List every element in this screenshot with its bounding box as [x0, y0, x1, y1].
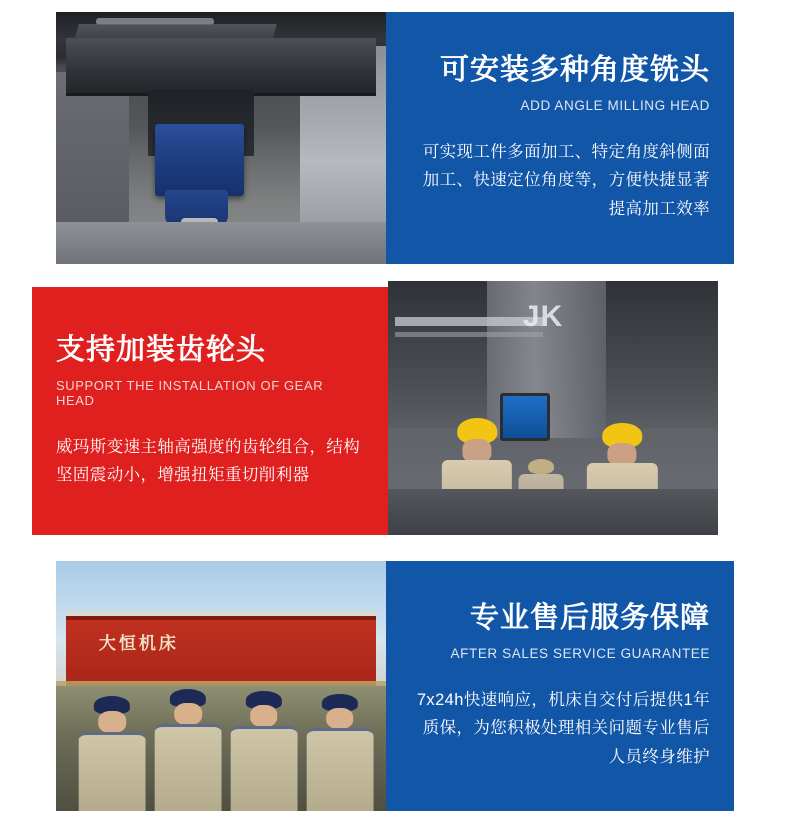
- photo-detail-face: [608, 443, 637, 465]
- photo-detail-uniform: [155, 724, 222, 811]
- photo-detail-floor: [56, 222, 386, 264]
- section-2-photo: [388, 281, 718, 535]
- section-2-description: 威玛斯变速主轴高强度的齿轮组合，结构坚固震动小，增强扭矩重切削利器: [56, 437, 361, 484]
- photo-detail-team-member: [152, 689, 225, 812]
- photo-detail-team-member: [304, 694, 377, 812]
- photo-detail-face: [174, 703, 202, 725]
- photo-detail-helmet: [529, 459, 555, 474]
- photo-detail-face: [463, 439, 492, 462]
- photo-detail-team-member: [228, 691, 301, 811]
- photo-detail-uniform: [306, 728, 373, 811]
- section-1-description: 可实现工件多面加工、特定角度斜侧面加工、快速定位角度等，方便快捷显著提高加工效率: [422, 142, 710, 218]
- section-3-description: 7x24h快速响应，机床自交付后提供1年质保，为您积极处理相关问题专业售后人员终身维护: [416, 690, 710, 766]
- section-3-photo: [56, 561, 386, 811]
- photo-detail-milling-head: [155, 124, 244, 196]
- section-1-title-en: ADD ANGLE MILLING HEAD: [520, 97, 710, 113]
- photo-detail-floor: [388, 489, 718, 535]
- section-3-title-en: AFTER SALES SERVICE GUARANTEE: [450, 645, 710, 661]
- section-3-title-cn: 专业售后服务保障: [469, 602, 710, 635]
- photo-detail-gantry-beam: [66, 38, 376, 96]
- section-2-text-panel: [32, 287, 388, 535]
- photo-detail-face: [326, 708, 354, 729]
- section-1-photo: [56, 12, 386, 264]
- photo-detail-brand-logo: JK: [522, 299, 564, 333]
- section-2-title-cn: 支持加装齿轮头: [56, 333, 267, 366]
- photo-detail-face: [98, 711, 126, 733]
- section-1-text-panel: [386, 12, 734, 264]
- photo-detail-uniform: [231, 726, 298, 811]
- photo-detail-face: [250, 705, 278, 727]
- section-2-title-en: SUPPORT THE INSTALLATION OF GEAR HEAD: [56, 377, 324, 408]
- photo-detail-factory-sign: 大恒机床: [98, 633, 179, 653]
- photo-detail-uniform: [79, 732, 146, 811]
- section-1-title-cn: 可安装多种角度铣头: [439, 54, 710, 87]
- photo-detail-team-member: [76, 696, 149, 811]
- section-3-text-panel: [386, 561, 734, 811]
